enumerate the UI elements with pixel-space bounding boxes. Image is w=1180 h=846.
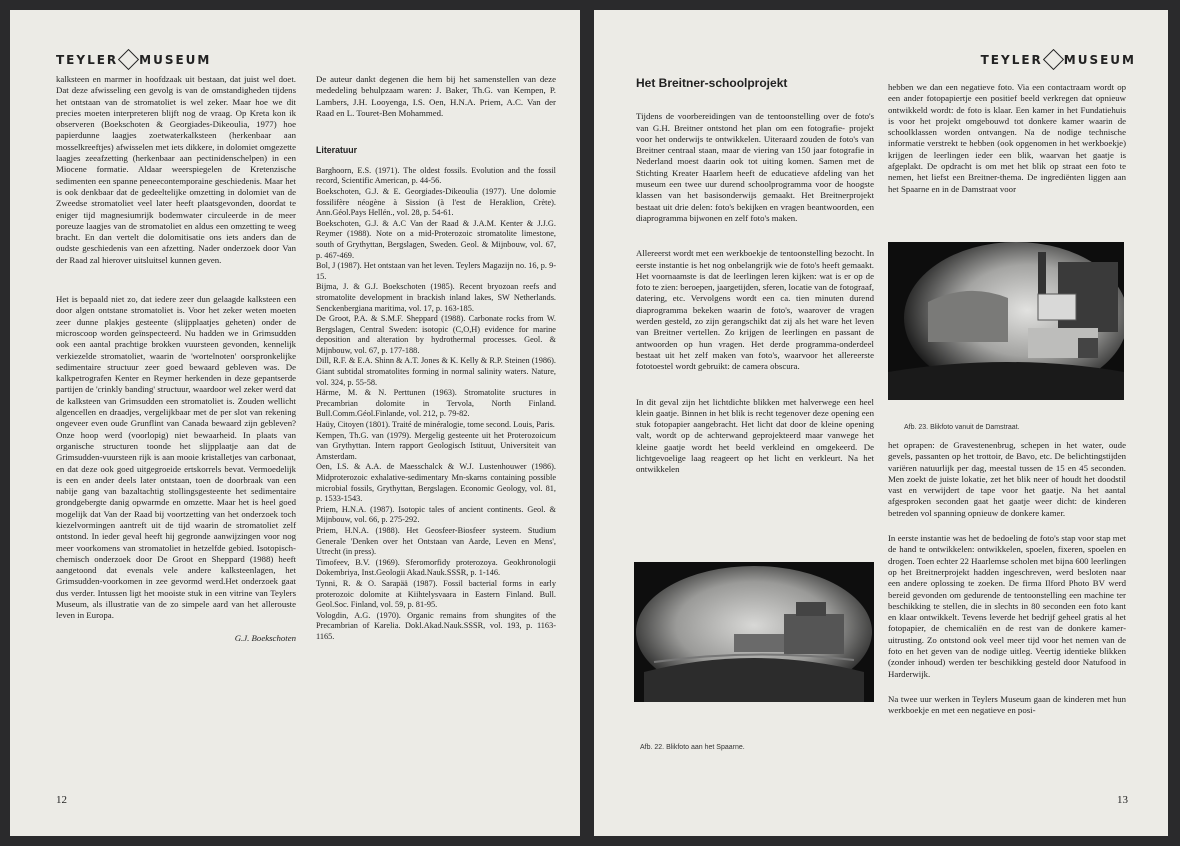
left-page (10, 10, 580, 836)
photo-spaarne (634, 562, 874, 702)
references (316, 145, 556, 642)
paragraph: Na twee uur werken in Teylers Museum gaan de kinderen met hun werkboekje en met een negatieve en posi- (888, 693, 1126, 716)
teyler-logo-icon (118, 49, 139, 70)
reference-item: Kempen, Th.G. van (1979). Mergelig gesteente uit het Proterozoicum van Grythyttan. Intern rapport Geologisch Istituut, Universiteit van Amsterdam. (316, 430, 556, 461)
paragraph: het oprapen: de Gravestenenbrug, schepen in het water, oude gevels, passanten op het trottoir, de Bavo, etc. De belichtingstijden variëren natuurlijk per dag, meestal tussen de 15 en 45 seconden. Men zoekt de juiste lokatie, zet het blik neer of houdt het doodstil vast en verwijdert de tape voor het gaatje. Na het aantal afgesproken seconden gaat het gaatje weer dicht: de kinderen betreden vol spanning opnieuw de donkere kamer. (888, 440, 1126, 518)
page-number: 12 (56, 794, 67, 806)
teyler-logo-icon (1043, 49, 1064, 70)
masthead-text-after: MUSEUM (1063, 52, 1136, 67)
paragraph: kalksteen en marmer in hoofdzaak uit bestaan, dat juist wel doet. Dat deze afwisseling een gevolg is van de omstandigheden tijdens het ontstaan van de stromatoliet is wel zeker. Maar hoe we dit precies moeten interpreteren blijft nog de vraag. Op Kreta kon ik observeren (Boekschoten & Georgiades-Dikeoulia, 1977) hoe papierdunne laagjes zoetwaterkalksteen (herkenbaar aan mosselkreeftjes) afwisselen met iets dikkere, in dolomiet omgezette laagjes zeeafzetting (herkenbaar aan pectinidenschelpen) in een Miocene formatie. Aldaar weerspiegelen de Kretenzische sedimenten een spanne peneecontemporaine geschiedenis. Maar het is ook denkbaar dat de gedeeltelijke omzetting in dolomiet van de Zweedse stromatoliet veel later heeft plaatsgevonden, doordat te eniger tijd magnesiumrijk bodemwater circuleerde in de meer poreuze laagjes van de stromatoliet en aldus een omzetting te weeg bracht. En dan vertelt die dolomitisatie ons iets anders dan de oudste geschiedenis van een afzetting. Nader onderzoek door Van der Raad zal hierover uitsluitsel kunnen geven. (56, 74, 296, 265)
reference-item: Priem, H.N.A. (1987). Isotopic tales of ancient continents. Geol. & Mijnbouw, vol. 66, p. 275-292. (316, 504, 556, 525)
reference-item: Haüy, Citoyen (1801). Traité de minéralogie, tome second. Louis, Paris. (316, 420, 555, 430)
article-column-1 (636, 78, 874, 487)
author-signature: G.J. Boekschoten (234, 632, 296, 643)
right-page (594, 10, 1168, 836)
reference-item: Boekschoten, G.J. & A.C Van der Raad & J.A.M. Kenter & J.J.G. Reymer (1988). Note on a mid-Proterozoic stromatolite limestone, south of Grythyttan, Bergslagen, Sweden. Geol. & Mijnbouw, vol. 67, p. 467-469. (316, 218, 556, 260)
article-column-2 (888, 82, 1126, 206)
page-number: 13 (1117, 794, 1128, 806)
photo-spaarne-image (634, 562, 874, 702)
paragraph: In dit geval zijn het lichtdichte blikken met halverwege een heel klein gaatje. Binnen in het blik is recht tegenover deze opening een stuk fotopapier aangebracht. Het licht dat door de kleine opening valt, wordt op de achterwand geprojekteerd maar vanwege het kleine gaatje wordt het beeld verkleind en omgekeerd. De lichtgevoelige laag reageert op het licht en verkleurt. Na het ontwikkelen (636, 396, 874, 475)
article-column-2b (888, 440, 1126, 728)
reference-item: Barghoorn, E.S. (1971). The oldest fossils. Evolution and the fossil record, Scientific American, p. 44-56. (316, 165, 556, 186)
reference-item: Vologdin, A.G. (1970). Organic remains from shungites of the Precambrian of Karelia. Dokl.Akad.Nauk.SSSR, vol. 193, p. 1163-1165. (316, 610, 556, 641)
paragraph: Het is bepaald niet zo, dat iedere zeer dun gelaagde kalksteen een door algen ontstane stromatoliet is. Voor het zeker weten moeten zeer dunne plakjes gesteente (slijpplaatjes geheten) onder de microscoop worden geïnspecteerd. Nu hadden we in Grimsudden ook een aantal prachtige brokken vuursteen gevonden, kennelijk verkiezelde stromatoliet, waarin de 'wortelnoten' oorspronkelijke sedimentaire structuur zeer goed bewaard gebleven was. De kalkpetrografen Kenter en Reymer herkenden in deze gepantserde partijen de 'crinkly banding' structuur, waardoor wel zeker werd dat de kalksteen van Grimsudden een stromatoliet is. Zouden wellicht algencellen en draadjes, vergelijkbaar met de per slot van rekening ongeveer even oude Grunflint van Canada bewaard zijn gebleven? Onze hoop werd (voorlopig) niet bewaarheid. In plaats van organische structuren toonde het slijpplaatje aan dat de Grimsudden-vuursteen rijk is aan mooie kristalletjes van carbonaat, en dat deze ook goed uitgegroeide ertskorrels bevat. Vermoedelijk is een en ander deels later ontstaan, toen de doorbraak van een nabije gang van bazaltachtig stollingsgesteente het sedimentaire grondgebergte danig opwarmde en omzette. Maar het is heel goed mogelijk dat Van der Raad bij voortzetting van het onderzoek toch kiezelvormingen aantreft uit de tijd waarin de stromatoliet zelf ontstond. In ieder geval heeft hij gegronde aanwijzingen voor nog meer voorkomens van stromatoliet in hetzelfde gebied. Isotopisch-chemisch onderzoek door De Groot en Sheppard (1988) heeft aangetoond dat evenals vele andere kalksteenlagen, het Grimsudden-voorkomen in zee gevormd werd.Het onderzoek gaat dus verder. Intussen ligt het mooiste stuk in een vitrine van Teylers Museum, als illustratie van de zo simpele aard van het allerouste leven in Europa. (56, 294, 296, 621)
photo-damstraat-image (888, 242, 1124, 400)
article-title: Het Breitner-schoolprojekt (636, 76, 788, 90)
masthead-right (981, 52, 1136, 67)
paragraph: In eerste instantie was het de bedoeling de foto's stap voor stap met de hand te ontwikkelen: ontwikkelen, spoelen, fixeren, spoelen en drogen. Toen echter 22 Haarlemse scholen met bijna 600 leerlingen op het Breitnerprojekt hadden ingeschreven, werd besloten naar een andere oplossing te zoeken. De firma Ilford Photo BV werd bereid gevonden om gedurende de tentoonstelling een machine ter beschikking te stellen, die in slechts in 80 seconden een foto kant en klaar ontwikkelt. Tevens leverde het bedrijf geheel gratis al het fotopapier, de chemicaliën en de rest van de donkere kamer-uitrusting. Zo ontstond ook veel meer tijd voor het nemen van de foto en het geven van de nodige uitleg. Veertig identieke blikken (zonder inhoud) werden ter beschikking gesteld door Natufood in Harderwijk. (888, 533, 1126, 679)
reference-item: Boekschoten, G.J. & E. Georgiades-Dikeoulia (1977). Une dolomie fossilifère néogène à Sission (à l'est de Heraklion, Crète). Ann.Géol.Pays Hellén., vol. 28, p. 54-61. (316, 186, 556, 218)
reference-item: Priem, H.N.A. (1988). Het Geosfeer-Biosfeer systeem. Studium Generale 'Denken over het Ontstaan van Aarde, Leven en Mens', Utrecht (in press). (316, 525, 556, 557)
paragraph: hebben we dan een negatieve foto. Via een contactraam wordt op een ander fotopapiertje een positief beeld verkregen dat opnieuw ontwikkeld wordt: de foto is klaar. Een kamer in het Fundatiehuis is voor het projekt omgebouwd tot donkere kamer waarin de schoolklassen worden ontvangen. Na de nodige technische informatie verstrekt te hebben (ook opgenomen in het werkboekje) krijgen de leerlingen ieder een blik, waarvan het gaatje is afgeplakt. De opdracht is om met het blik op straat een foto te nemen, het liefst een Breitner-thema. De ingrediënten liggen aan het Spaarne en in de Damstraat voor (888, 82, 1126, 194)
reference-item: Timofeev, B.V. (1969). Sferomorfidy proterozoya. Geokhronologii Dokembriya, Inst.Geologii Akad.Nauk.SSSR, p. 1-146. (316, 557, 556, 578)
article-column-1 (56, 74, 296, 644)
paragraph: Tijdens de voorbereidingen van de tentoonstelling over de foto's van G.H. Breitner ontstond het plan om een fotografie- projekt voor het onderwijs te ontwikkelen. Uiteraard zouden de foto's van Breitner centraal staan, maar de viering van 150 jaar fotografie in Nederland moest daarin ook tot uiting komen. Samen met de Stichting Kreater Haarlem heeft de educatieve afdeling van het museum een twee uur durend schoolprogramma voor de hoogste klassen van het basisonderwijs gemaakt. Het Breitnerprojekt bestaat uit drie delen: foto's bekijken en vragen beantwoorden, een diaprogramma bijwonen en zelf foto's maken. (636, 111, 874, 223)
masthead-text-after: MUSEUM (139, 52, 212, 67)
acknowledgement: De auteur dankt degenen die hem bij het samenstellen van deze mededeling behulpzaam waren: J. Baker, Th.G. van Kempen, P. Lambers, J.H. Looyenga, I.S. Oen, H.N.A. Priem, A.C. Van der Raad en L. Touret-Ben Mohammed. (316, 74, 556, 118)
photo-damstraat (888, 242, 1124, 400)
article-column-2 (316, 74, 556, 643)
masthead-text-before: TEYLER (56, 52, 119, 67)
masthead-text-before: TEYLER (980, 52, 1043, 67)
reference-item: Bol, J (1987). Het ontstaan van het leven. Teylers Magazijn no. 16, p. 9-15. (316, 261, 556, 281)
reference-item: Härme, M. & N. Perttunen (1963). Stromatolite sructures in Precambrian dolomite in Tervola, North Finland. Bull.Comm.Géol.Finlande, vol. 212, p. 79-82. (316, 388, 556, 419)
reference-item: De Groot, P.A. & S.M.F. Sheppard (1988). Carbonate rocks from W. Bergslagen, Central Sweden: isotopic (C,O,H) evidence for marine deposition and alteration by hydrothermal processes. Geol. & Mijnbouw, vol. 67, p. 177-188. (316, 314, 556, 355)
references-heading: Literatuur (316, 145, 358, 156)
reference-item: Tynni, R. & O. Sarapää (1987). Fossil bacterial forms in early proterozoic dolomite at Kiihtelysvaara in Eastern Finland. Bull. Geol.Soc. Finland, vol. 59, p. 81-95. (316, 578, 556, 610)
masthead-left (56, 52, 211, 67)
caption-photo-damstraat: Afb. 23. Blikfoto vanuit de Damstraat. (904, 424, 1020, 431)
reference-item: Oen, I.S. & A.A. de Maesschalck & W.J. Lustenhouwer (1986). Midproterozoic exhalative-sedimentary Mn-skarns containing possible microbial fossils, Grythyttan, Bergslagen. Economic Geology, vol. 81, p. 1533-1543. (316, 462, 556, 504)
reference-item: Bijma, J. & G.J. Boekschoten (1985). Recent bryozoan reefs and stromatolite development in brackish inland lakes, SW Netherlands. Senckenbergiana maritima, vol. 17, p. 163-185. (316, 282, 556, 313)
paragraph: Allereerst wordt met een werkboekje de tentoonstelling bezocht. In eerste instantie is het nog onbelangrijk wie de foto's heeft gemaakt. Het voornaamste is dat de leerlingen leren kijken: wat is er op de foto te zien: beroepen, jaargetijden, sferen, locatie van de fotograaf, datering, etc. Vervolgens wordt een ca. tien minuten durend diaprogramma bekeken waarin de foto's, waarover de vragen werden gesteld, zo zijn gerangschikt dat zij als het ware het leven van Breitner vertellen. Zo krijgen de leerlingen en passant de antwoorden op hun vragen. Het derde programma-onderdeel bestaat uit het zelf maken van foto's, waarvoor het allereerste fototoestel wordt gebruikt: de camera obscura. (636, 248, 874, 372)
caption-photo-spaarne: Afb. 22. Blikfoto aan het Spaarne. (640, 744, 745, 751)
reference-item: Dill, R.F. & E.A. Shinn & A.T. Jones & K. Kelly & R.P. Steinen (1986). Giant subtidal stromatolites forming in normal salinity waters. Nature, vol. 324, p. 55-58. (316, 356, 556, 387)
